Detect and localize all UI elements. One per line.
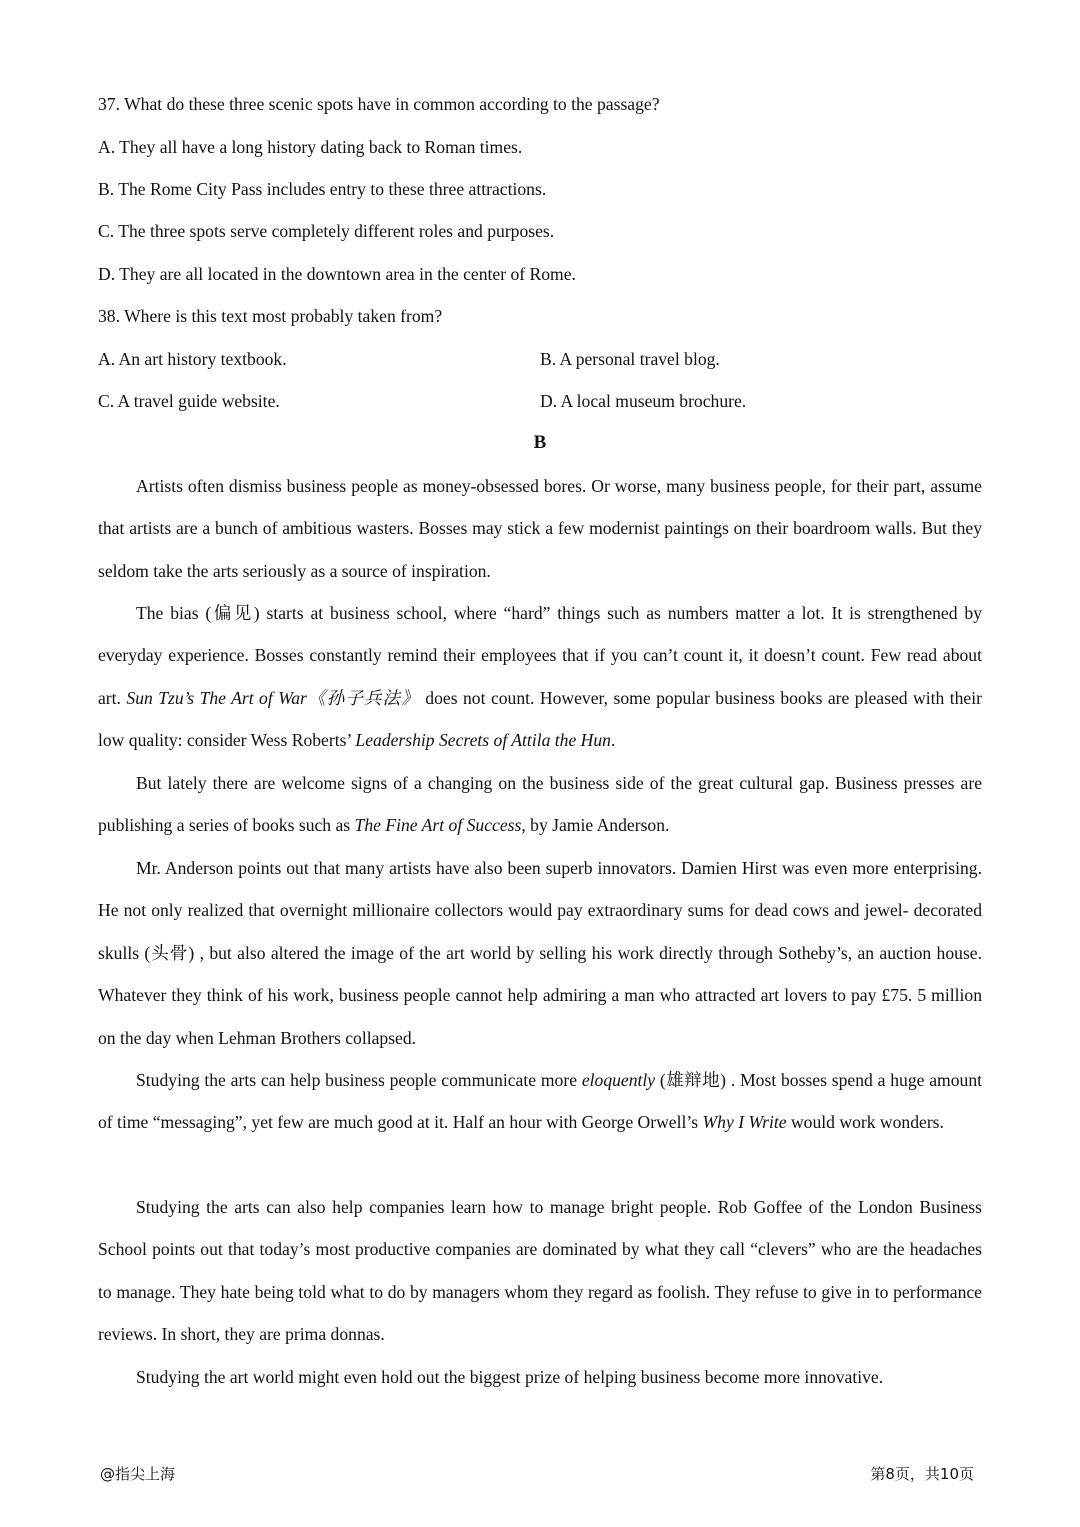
question-38-option-c: C. A travel guide website.	[98, 391, 280, 411]
paragraph-6: Studying the arts can also help companies learn how to manage bright people. Rob Goffee of the London Business School points out that today’s most productive companies are dominated by what they call “clevers” who are the headaches to manage. They hate being told what to do by managers whom they regard as foolish. They refuse to give in to performance reviews. In short, they are prima donnas.	[98, 1197, 982, 1345]
paragraph-4: Mr. Anderson points out that many artists have also been superb innovators. Damien Hirst was even more enterprising. He not only realized that overnight millionaire collectors would pay extraordinary sums for dead cows and jewel- decorated skulls (头骨) , but also altered the image of the art world by selling his work directly through Sotheby’s, an auction house. Whatever they think of his work, business people cannot help admiring a man who attracted art lovers to pay £75. 5 million on the day when Lehman Brothers collapsed.	[98, 858, 982, 1048]
question-38-stem: 38. Where is this text most probably taken from?	[98, 306, 443, 326]
paragraph-3-text-a: But lately there are welcome signs of a changing on the business side of the great cultural gap. Business presses are publishing a series of books such as	[98, 773, 982, 836]
book-title-art-of-war: Sun Tzu’s The Art of War《孙子兵法》	[126, 687, 420, 708]
paragraph-3-text-c: , by Jamie Anderson.	[521, 815, 670, 836]
word-eloquently: eloquently	[581, 1070, 656, 1090]
question-37-stem: 37. What do these three scenic spots have in common according to the passage?	[98, 94, 660, 114]
book-title-why-i-write: Why I Write	[702, 1112, 787, 1133]
paragraph-2-text-c: does not count. However, some popular business books are pleased with their low quality: consider Wess Roberts’	[98, 687, 982, 751]
question-37-option-c: C. The three spots serve completely different roles and purposes.	[98, 221, 555, 241]
footer-source: @指尖上海	[100, 1465, 176, 1483]
paragraph-1: Artists often dismiss business people as money-obsessed bores. Or worse, many business people, for their part, assume that artists are a bunch of ambitious wasters. Bosses may stick a few modernist paintings on their boardroom walls. But they seldom take the arts seriously as a source of inspiration.	[98, 476, 982, 581]
footer-page-number: 第8页，共10页	[870, 1465, 974, 1483]
section-title: B	[533, 432, 547, 453]
paragraph-5	[98, 1059, 982, 1144]
question-37-option-d: D. They are all located in the downtown area in the center of Rome.	[98, 264, 576, 284]
paragraph-7: Studying the art world might even hold out the biggest prize of helping business become more innovative.	[136, 1367, 884, 1387]
book-title-fine-art: The Fine Art of Success	[354, 815, 522, 836]
question-38-option-b: B. A personal travel blog.	[540, 349, 720, 369]
book-title-attila: Leadership Secrets of Attila the Hun	[355, 730, 611, 751]
paragraph-2-text-e: .	[610, 730, 616, 751]
paragraph-3	[98, 762, 982, 847]
question-38-option-d: D. A local museum brochure.	[540, 391, 747, 411]
paragraph-5-text-a: Studying the arts can help business people communicate more	[136, 1070, 582, 1090]
question-38-option-a: A. An art history textbook.	[98, 349, 287, 369]
paragraph-2	[98, 592, 982, 762]
question-37-option-a: A. They all have a long history dating back to Roman times.	[98, 137, 523, 157]
paragraph-2-text-a: The bias (偏见) starts at business school, where “hard” things such as numbers matter a lot. It is strengthened by everyday experience. Bosses constantly remind their employees that if you can’t count it, it doesn’t count. Few read about art.	[98, 603, 982, 708]
paragraph-5-text-e: would work wonders.	[786, 1112, 944, 1133]
paragraph-5-text-c: (雄辩地) . Most bosses spend a huge amount of time “messaging”, yet few are much good at it. Half an hour with George Orwell’s	[98, 1070, 982, 1133]
question-37-option-b: B. The Rome City Pass includes entry to these three attractions.	[98, 179, 547, 199]
